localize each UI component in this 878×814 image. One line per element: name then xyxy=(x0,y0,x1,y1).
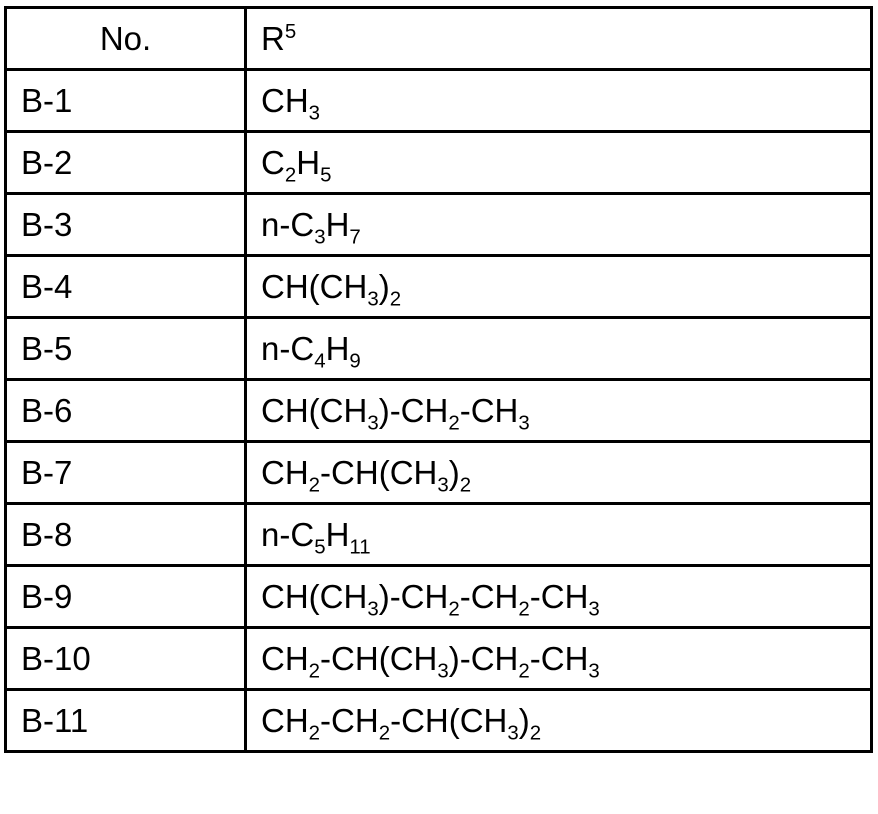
cell-r5-text: $n-C_4H_9$ xyxy=(261,330,361,373)
cell-no: B-6 xyxy=(6,380,246,442)
substituent-table xyxy=(4,6,873,753)
cell-no: B-2 xyxy=(6,132,246,194)
cell-no: B-7 xyxy=(6,442,246,504)
cell-r5-text: $CH(CH_3)-CH_2-CH_3$ xyxy=(261,392,530,435)
cell-r5-text: $CH_2-CH_2-CH(CH_3)_2$ xyxy=(261,702,542,745)
cell-r5 xyxy=(246,256,872,318)
table-row xyxy=(6,628,872,690)
cell-r5-text: $CH(CH_3)-CH_2-CH_2-CH_3$ xyxy=(261,578,600,621)
cell-r5-text: $CH_3$ xyxy=(261,82,321,125)
cell-r5 xyxy=(246,504,872,566)
column-header-r5-text: $R^5$ xyxy=(261,20,297,57)
table-row xyxy=(6,566,872,628)
cell-r5 xyxy=(246,194,872,256)
table-row xyxy=(6,380,872,442)
table-header-row xyxy=(6,8,872,70)
cell-r5 xyxy=(246,132,872,194)
table-row xyxy=(6,132,872,194)
table-row xyxy=(6,690,872,752)
table-row xyxy=(6,194,872,256)
table-body xyxy=(6,70,872,752)
column-header-no: No. xyxy=(6,8,246,70)
cell-no: B-5 xyxy=(6,318,246,380)
cell-r5 xyxy=(246,628,872,690)
cell-r5 xyxy=(246,318,872,380)
table-row xyxy=(6,442,872,504)
cell-r5 xyxy=(246,380,872,442)
cell-no: B-11 xyxy=(6,690,246,752)
cell-no: B-4 xyxy=(6,256,246,318)
cell-r5-text: $CH_2-CH(CH_3)-CH_2-CH_3$ xyxy=(261,640,600,683)
cell-r5 xyxy=(246,70,872,132)
cell-no: B-9 xyxy=(6,566,246,628)
cell-r5-text: $C_2H_5$ xyxy=(261,144,332,187)
cell-r5-text: $CH_2-CH(CH_3)_2$ xyxy=(261,454,472,497)
table-row xyxy=(6,256,872,318)
cell-r5 xyxy=(246,566,872,628)
cell-r5 xyxy=(246,442,872,504)
cell-no: B-10 xyxy=(6,628,246,690)
cell-no: B-3 xyxy=(6,194,246,256)
table-row xyxy=(6,504,872,566)
cell-r5-text: $n-C_3H_7$ xyxy=(261,206,361,249)
table-row xyxy=(6,318,872,380)
table-header xyxy=(6,8,872,70)
cell-no: B-8 xyxy=(6,504,246,566)
column-header-r5 xyxy=(246,8,872,70)
cell-r5 xyxy=(246,690,872,752)
cell-r5-text: $n-C_5H_{11}$ xyxy=(261,516,371,559)
table-row xyxy=(6,70,872,132)
cell-r5-text: $CH(CH_3)_2$ xyxy=(261,268,402,311)
cell-no: B-1 xyxy=(6,70,246,132)
document-page xyxy=(0,6,878,814)
